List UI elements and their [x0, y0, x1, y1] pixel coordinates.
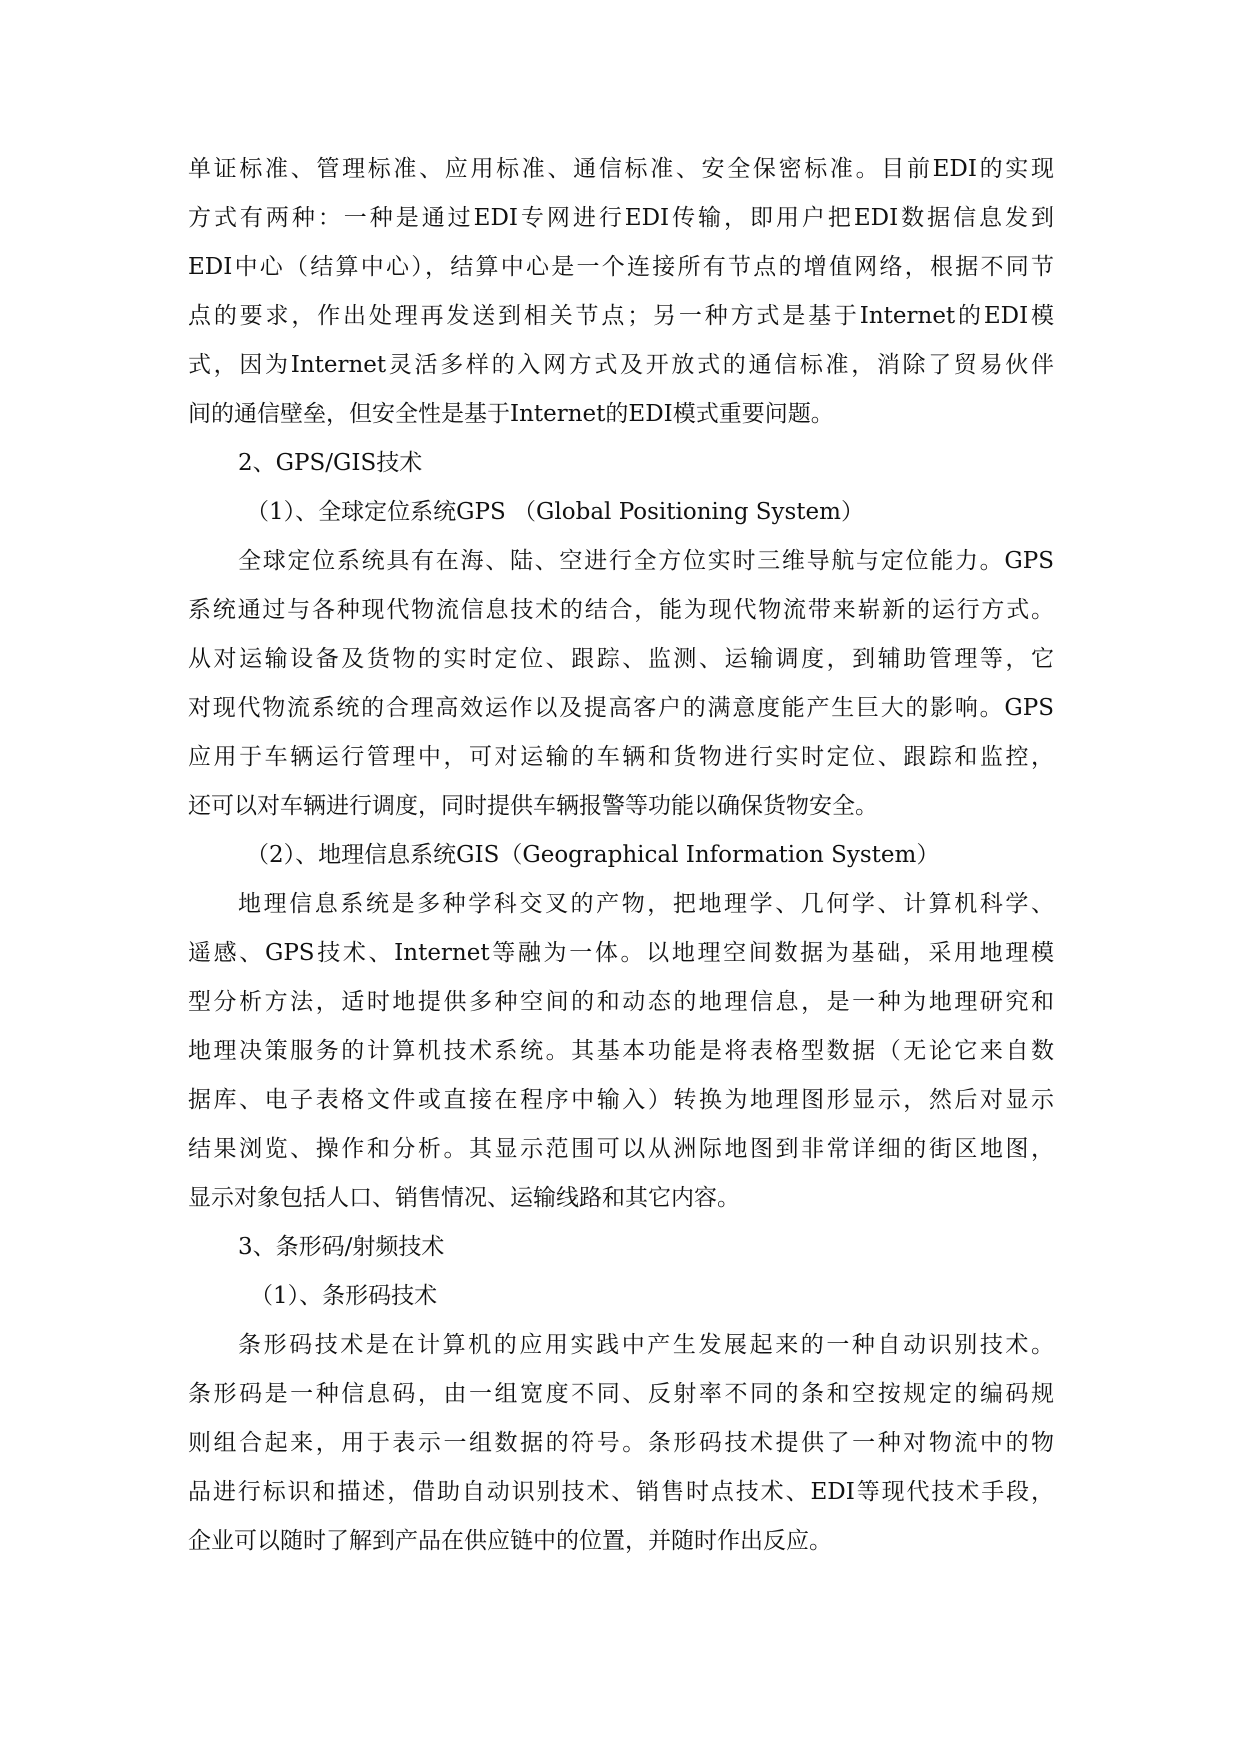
text-line: 从对运输设备及货物的实时定位、跟踪、监测、运输调度，到辅助管理等，它 [188, 646, 1054, 672]
text-line: 还可以对车辆进行调度，同时提供车辆报警等功能以确保货物安全。 [188, 793, 878, 819]
heading-gps-gis: 2、GPS/GIS技术 [238, 450, 423, 476]
text-line: 地理决策服务的计算机技术系统。其基本功能是将表格型数据（无论它来自数 [188, 1038, 1054, 1064]
heading-gis: （2）、地理信息系统GIS（Geographical Information System） [246, 842, 940, 868]
text-line: 型分析方法，适时地提供多种空间的和动态的地理信息，是一种为地理研究和 [188, 989, 1054, 1015]
text-line: 应用于车辆运行管理中，可对运输的车辆和货物进行实时定位、跟踪和监控， [188, 744, 1054, 770]
paragraph-barcode [188, 1321, 1054, 1566]
text-line: 单证标准、管理标准、应用标准、通信标准、安全保密标准。目前EDI的实现 [188, 156, 1054, 182]
text-line: 间的通信壁垒，但安全性是基于Internet的EDI模式重要问题。 [188, 401, 834, 427]
text-line: EDI中心（结算中心），结算中心是一个连接所有节点的增值网络，根据不同节 [188, 254, 1054, 280]
heading-barcode: （1）、条形码技术 [250, 1283, 438, 1309]
document-page [188, 145, 1054, 1566]
text-line: 企业可以随时了解到产品在供应链中的位置，并随时作出反应。 [188, 1528, 832, 1554]
text-line: 条形码是一种信息码，由一组宽度不同、反射率不同的条和空按规定的编码规 [188, 1381, 1054, 1407]
text-line: 结果浏览、操作和分析。其显示范围可以从洲际地图到非常详细的街区地图， [188, 1136, 1054, 1162]
text-line: 据库、电子表格文件或直接在程序中输入）转换为地理图形显示，然后对显示 [188, 1087, 1054, 1113]
text-line: 品进行标识和描述，借助自动识别技术、销售时点技术、EDI等现代技术手段， [188, 1479, 1054, 1505]
text-line: 显示对象包括人口、销售情况、运输线路和其它内容。 [188, 1185, 740, 1211]
paragraph-gps [188, 537, 1054, 831]
text-line: 全球定位系统具有在海、陆、空进行全方位实时三维导航与定位能力。GPS [238, 548, 1054, 574]
text-line: 点的要求，作出处理再发送到相关节点；另一种方式是基于Internet的EDI模 [188, 303, 1054, 329]
text-line: 系统通过与各种现代物流信息技术的结合，能为现代物流带来崭新的运行方式。 [188, 597, 1054, 623]
heading-barcode-rf: 3、条形码/射频技术 [238, 1234, 445, 1260]
text-line: 对现代物流系统的合理高效运作以及提高客户的满意度能产生巨大的影响。GPS [188, 695, 1054, 721]
text-line: 式，因为Internet灵活多样的入网方式及开放式的通信标准，消除了贸易伙伴 [188, 352, 1054, 378]
paragraph-gis [188, 880, 1054, 1223]
text-line: 方式有两种：一种是通过EDI专网进行EDI传输，即用户把EDI数据信息发到 [188, 205, 1054, 231]
text-line: 条形码技术是在计算机的应用实践中产生发展起来的一种自动识别技术。 [238, 1332, 1054, 1358]
heading-gps: （1）、全球定位系统GPS （Global Positioning System） [246, 499, 864, 525]
text-line: 遥感、GPS技术、Internet等融为一体。以地理空间数据为基础，采用地理模 [188, 940, 1054, 966]
paragraph-edi [188, 145, 1054, 439]
text-line: 则组合起来，用于表示一组数据的符号。条形码技术提供了一种对物流中的物 [188, 1430, 1054, 1456]
text-line: 地理信息系统是多种学科交叉的产物，把地理学、几何学、计算机科学、 [238, 891, 1054, 917]
